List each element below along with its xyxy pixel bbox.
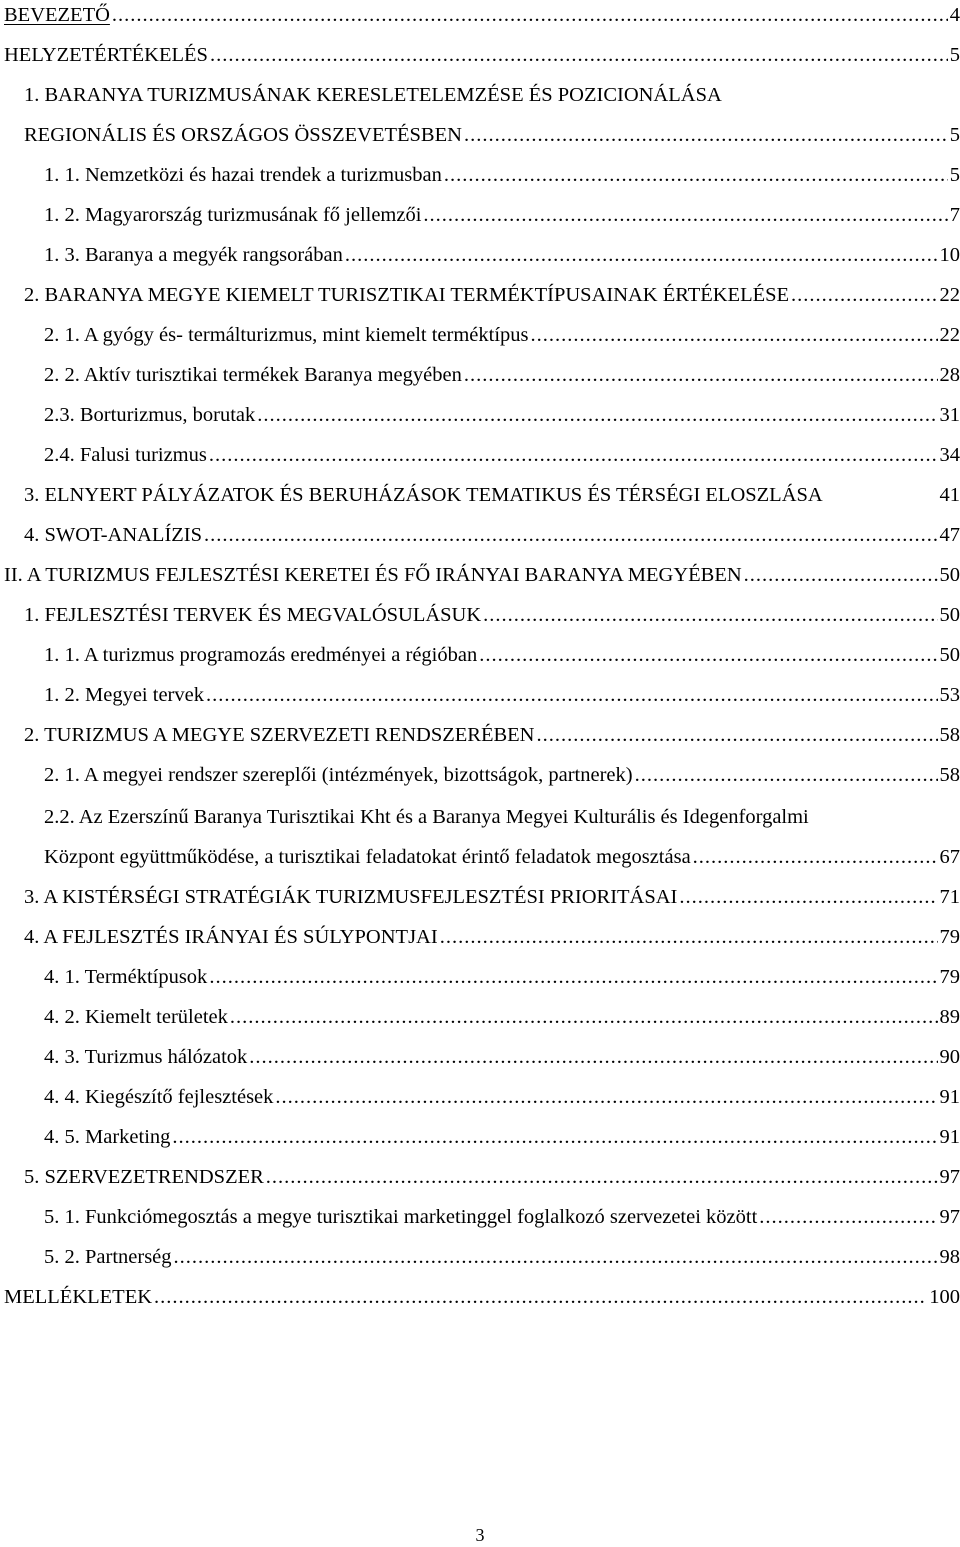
toc-leader-dots bbox=[479, 642, 937, 668]
toc-entry-ii-5-2[interactable] bbox=[44, 1236, 960, 1270]
toc-leader-dots bbox=[174, 1244, 938, 1270]
toc-entry-kereslet-line2[interactable] bbox=[24, 114, 960, 148]
toc-entry-ii-4-1[interactable] bbox=[44, 956, 960, 990]
toc-entry-label: 2.2. Az Ezerszínű Baranya Turisztikai Kht és a Baranya Megyei Kulturális és Idegenforgalmi bbox=[44, 806, 809, 828]
toc-leader-dots bbox=[440, 924, 938, 950]
toc-leader-dots bbox=[759, 1204, 937, 1230]
toc-leader-dots bbox=[204, 522, 937, 548]
toc-entry-label: 2.4. Falusi turizmus bbox=[44, 444, 207, 466]
toc-entry-4[interactable] bbox=[24, 514, 960, 548]
toc-entry-ii-5[interactable] bbox=[24, 1156, 960, 1190]
toc-entry-1-3[interactable] bbox=[44, 234, 960, 268]
toc-leader-dots bbox=[464, 362, 938, 388]
toc-entry-label: 1. FEJLESZTÉSI TERVEK ÉS MEGVALÓSULÁSUK bbox=[24, 604, 482, 626]
toc-entry-page: 41 bbox=[939, 484, 960, 506]
toc-entry-helyzetertekeles[interactable] bbox=[4, 34, 960, 68]
page-number: 3 bbox=[475, 1525, 485, 1545]
toc-leader-dots bbox=[257, 402, 937, 428]
toc-leader-dots bbox=[154, 1284, 927, 1310]
toc-entry-label: 5. SZERVEZETRENDSZER bbox=[24, 1166, 264, 1188]
toc-entry-label: 1. 1. A turizmus programozás eredményei a régióban bbox=[44, 644, 478, 666]
toc-entry-label: 4. A FEJLESZTÉS IRÁNYAI ÉS SÚLYPONTJAI bbox=[24, 926, 438, 948]
toc-entry-page: 71 bbox=[939, 886, 960, 908]
toc-leader-dots bbox=[172, 1124, 937, 1150]
toc-leader-dots bbox=[345, 242, 938, 268]
toc-leader-dots bbox=[693, 844, 938, 870]
toc-entry-page: 53 bbox=[939, 684, 960, 706]
toc-entry-page: 50 bbox=[939, 564, 960, 586]
toc-entry-page: 79 bbox=[939, 926, 960, 948]
toc-entry-ii-1[interactable] bbox=[24, 594, 960, 628]
toc-leader-dots bbox=[266, 1164, 938, 1190]
toc-entry-ii-5-1[interactable] bbox=[44, 1196, 960, 1230]
toc-entry-page: 50 bbox=[939, 604, 960, 626]
toc-leader-dots bbox=[536, 722, 937, 748]
toc-entry-ii-3[interactable] bbox=[24, 876, 960, 910]
toc-leader-dots bbox=[275, 1084, 937, 1110]
toc-leader-dots bbox=[791, 282, 937, 308]
toc-entry-page: 10 bbox=[939, 244, 960, 266]
toc-leader-dots bbox=[744, 562, 938, 588]
toc-entry-page: 34 bbox=[939, 444, 960, 466]
toc-leader-dots bbox=[464, 122, 948, 148]
toc-entry-label: 4. 4. Kiegészítő fejlesztések bbox=[44, 1086, 274, 1108]
toc-entry-label: 3. ELNYERT PÁLYÁZATOK ÉS BERUHÁZÁSOK TEMATIKUS ÉS TÉRSÉGI ELOSZLÁSA bbox=[24, 484, 823, 506]
toc-entry-ii-4-2[interactable] bbox=[44, 996, 960, 1030]
toc-entry-label: 1. 1. Nemzetközi és hazai trendek a turizmusban bbox=[44, 164, 442, 186]
toc-entry-2-2[interactable] bbox=[44, 354, 960, 388]
toc-entry-mellekletek[interactable] bbox=[4, 1276, 960, 1310]
toc-entry-label: 1. 2. Magyarország turizmusának fő jellemzői bbox=[44, 204, 422, 226]
toc-entry-label: 4. 5. Marketing bbox=[44, 1126, 171, 1148]
toc-entry-page: 97 bbox=[939, 1166, 960, 1188]
toc-leader-dots bbox=[210, 42, 948, 68]
toc-entry-3[interactable] bbox=[24, 474, 960, 508]
toc-leader-dots bbox=[112, 2, 948, 28]
toc-entry-label: 3. A KISTÉRSÉGI STRATÉGIÁK TURIZMUSFEJLESZTÉSI PRIORITÁSAI bbox=[24, 886, 678, 908]
toc-entry-label: 4. 3. Turizmus hálózatok bbox=[44, 1046, 248, 1068]
toc-leader-dots bbox=[249, 1044, 937, 1070]
toc-entry-page: 100 bbox=[929, 1286, 960, 1308]
toc-entry-kereslet-line1[interactable] bbox=[24, 74, 722, 108]
toc-entry-ii-2-2-line1[interactable] bbox=[44, 796, 809, 830]
toc-entry-ii-4[interactable] bbox=[24, 916, 960, 950]
toc-entry-page: 79 bbox=[939, 966, 960, 988]
toc-entry-ii-2[interactable] bbox=[24, 714, 960, 748]
toc-leader-dots bbox=[635, 762, 938, 788]
toc-leader-dots bbox=[531, 322, 938, 348]
toc-entry-label: 2.3. Borturizmus, borutak bbox=[44, 404, 256, 426]
toc-entry-label: 2. 1. A megyei rendszer szereplői (intézmények, bizottságok, partnerek) bbox=[44, 764, 633, 786]
toc-leader-dots bbox=[483, 602, 937, 628]
toc-entry-ii[interactable] bbox=[4, 554, 960, 588]
toc-entry-page: 97 bbox=[939, 1206, 960, 1228]
toc-entry-label: BEVEZETŐ bbox=[4, 4, 110, 26]
toc-entry-ii-2-1[interactable] bbox=[44, 754, 960, 788]
toc-entry-bevezeto[interactable] bbox=[4, 0, 960, 28]
toc-entry-page: 5 bbox=[949, 44, 960, 66]
toc-entry-page: 98 bbox=[939, 1246, 960, 1268]
toc-entry-ii-1-1[interactable] bbox=[44, 634, 960, 668]
toc-entry-ii-2-2-line2[interactable] bbox=[44, 836, 960, 870]
toc-entry-page: 58 bbox=[939, 724, 960, 746]
toc-entry-page: 28 bbox=[939, 364, 960, 386]
toc-entry-label: 2. BARANYA MEGYE KIEMELT TURISZTIKAI TERMÉKTÍPUSAINAK ÉRTÉKELÉSE bbox=[24, 284, 790, 306]
toc-entry-page: 47 bbox=[939, 524, 960, 546]
toc-entry-label: II. A TURIZMUS FEJLESZTÉSI KERETEI ÉS FŐ IRÁNYAI BARANYA MEGYÉBEN bbox=[4, 564, 742, 586]
toc-entry-label: 4. 2. Kiemelt területek bbox=[44, 1006, 228, 1028]
toc-entry-page: 4 bbox=[949, 4, 960, 26]
toc-entry-page: 58 bbox=[939, 764, 960, 786]
toc-entry-ii-4-5[interactable] bbox=[44, 1116, 960, 1150]
toc-entry-page: 91 bbox=[939, 1086, 960, 1108]
toc-entry-page: 5 bbox=[949, 164, 960, 186]
toc-leader-dots bbox=[209, 964, 937, 990]
toc-entry-page: 90 bbox=[939, 1046, 960, 1068]
toc-entry-page: 22 bbox=[939, 324, 960, 346]
toc-entry-ii-4-4[interactable] bbox=[44, 1076, 960, 1110]
toc-entry-label: 1. 3. Baranya a megyék rangsorában bbox=[44, 244, 343, 266]
toc-entry-1-2[interactable] bbox=[44, 194, 960, 228]
toc-entry-2-3[interactable] bbox=[44, 394, 960, 428]
toc-entry-label: 5. 2. Partnerség bbox=[44, 1246, 172, 1268]
toc-entry-2-1[interactable] bbox=[44, 314, 960, 348]
toc-entry-label: 2. 1. A gyógy és- termálturizmus, mint kiemelt terméktípus bbox=[44, 324, 529, 346]
toc-entry-label: 5. 1. Funkciómegosztás a megye turisztikai marketinggel foglalkozó szervezetei között bbox=[44, 1206, 758, 1228]
toc-entry-ii-1-2[interactable] bbox=[44, 674, 960, 708]
toc-entry-label: Központ együttműködése, a turisztikai feladatokat érintő feladatok megosztása bbox=[44, 846, 691, 868]
toc-entry-label: REGIONÁLIS ÉS ORSZÁGOS ÖSSZEVETÉSBEN bbox=[24, 124, 462, 146]
toc-leader-dots bbox=[209, 442, 938, 468]
toc-leader-dots bbox=[206, 682, 938, 708]
toc-entry-label: 2. TURIZMUS A MEGYE SZERVEZETI RENDSZERÉBEN bbox=[24, 724, 535, 746]
toc-leader-dots bbox=[444, 162, 948, 188]
toc-entry-2-4[interactable] bbox=[44, 434, 960, 468]
toc-entry-label: 1. 2. Megyei tervek bbox=[44, 684, 204, 706]
toc-entry-page: 31 bbox=[939, 404, 960, 426]
toc-entry-page: 7 bbox=[949, 204, 960, 226]
toc-entry-page: 91 bbox=[939, 1126, 960, 1148]
toc-entry-1-1[interactable] bbox=[44, 154, 960, 188]
toc-entry-ii-4-3[interactable] bbox=[44, 1036, 960, 1070]
toc-entry-page: 5 bbox=[949, 124, 960, 146]
toc-entry-label: 4. 1. Terméktípusok bbox=[44, 966, 208, 988]
toc-entry-label: MELLÉKLETEK bbox=[4, 1286, 153, 1308]
toc-entry-page: 22 bbox=[939, 284, 960, 306]
toc-leader-dots bbox=[423, 202, 947, 228]
toc-entry-page: 67 bbox=[939, 846, 960, 868]
toc-leader-dots bbox=[679, 884, 937, 910]
toc-entry-label: HELYZETÉRTÉKELÉS bbox=[4, 44, 208, 66]
toc-entry-label: 2. 2. Aktív turisztikai termékek Baranya megyében bbox=[44, 364, 462, 386]
toc-entry-page: 89 bbox=[939, 1006, 960, 1028]
toc-leader-dots bbox=[230, 1004, 938, 1030]
toc-entry-label: 4. SWOT-ANALÍZIS bbox=[24, 524, 203, 546]
toc-entry-page: 50 bbox=[939, 644, 960, 666]
toc-entry-label: 1. BARANYA TURIZMUSÁNAK KERESLETELEMZÉSE ÉS POZICIONÁLÁSA bbox=[24, 84, 722, 106]
toc-entry-2[interactable] bbox=[24, 274, 960, 308]
